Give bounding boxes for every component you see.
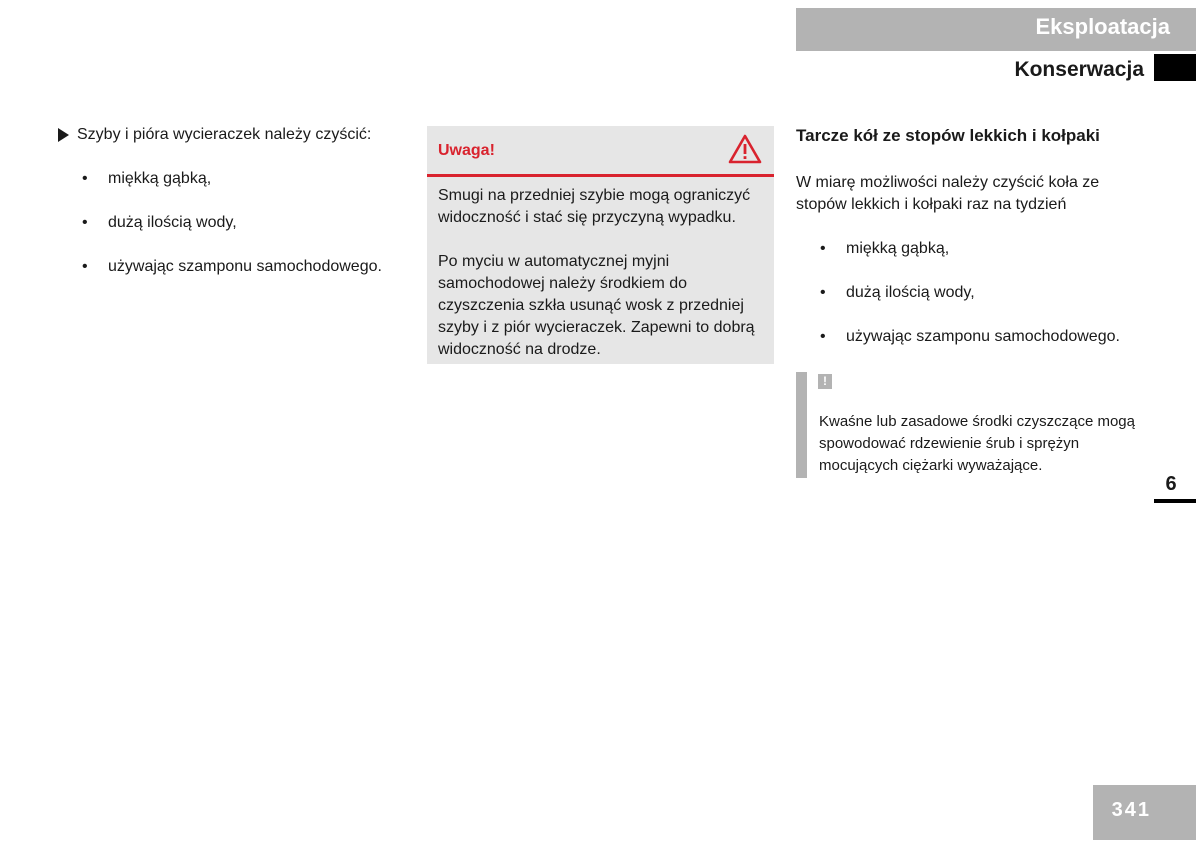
right-column bbox=[796, 124, 1146, 370]
chapter-number: 6 bbox=[1165, 473, 1177, 495]
subsection-marker bbox=[1154, 54, 1196, 81]
intro-paragraph: W miarę możliwości należy czyścić koła ze stopów lekkich i kołpaki raz na tydzień bbox=[796, 174, 1100, 213]
list-item: • używając szamponu samochodowego. bbox=[82, 256, 398, 278]
section-header-bar bbox=[796, 8, 1196, 51]
page-number-box bbox=[1093, 785, 1196, 840]
warning-paragraph: Smugi na przedniej szybie mogą ograniczyć widoczność i stać się przyczyną wypadku. bbox=[438, 187, 751, 226]
exclamation-icon: ! bbox=[818, 374, 832, 389]
list-item: • używając szamponu samochodowego. bbox=[820, 326, 1146, 348]
note-sidebar bbox=[796, 372, 807, 478]
list-item: • dużą ilością wody, bbox=[82, 212, 398, 234]
chapter-marker bbox=[1154, 499, 1196, 503]
list-item: • dużą ilością wody, bbox=[820, 282, 1146, 304]
step-text: Szyby i pióra wycieraczek należy czyścić: bbox=[77, 126, 372, 143]
list-item: • miękką gąbką, bbox=[820, 238, 1146, 260]
section-heading: Tarcze kół ze stopów lekkich i kołpaki bbox=[796, 126, 1100, 145]
note-text: Kwaśne lub zasadowe środki czyszczące mogą spowodować rdzewienie śrub i sprężyn mocujących ciężarki wyważające. bbox=[819, 413, 1135, 474]
cleaning-methods-list bbox=[82, 168, 398, 278]
step-arrow-icon bbox=[58, 128, 69, 142]
warning-triangle-icon bbox=[728, 134, 762, 164]
list-item: • miękką gąbką, bbox=[82, 168, 398, 190]
instruction-step bbox=[58, 124, 398, 146]
section-title: Eksploatacja bbox=[1035, 14, 1170, 39]
warning-body bbox=[438, 185, 764, 383]
warning-label: Uwaga! bbox=[438, 142, 495, 159]
warning-divider bbox=[427, 174, 774, 177]
warning-paragraph: Po myciu w automatycznej myjni samochodowej należy środkiem do czyszczenia szkła usunąć wosk z przedniej szyby i z piór wycieraczek. Zapewni to dobrą widoczność na drodze. bbox=[438, 253, 755, 358]
subsection-title: Konserwacja bbox=[1014, 58, 1144, 81]
warning-header bbox=[427, 126, 774, 174]
warning-box bbox=[427, 126, 774, 364]
page-number: 341 bbox=[1111, 799, 1151, 821]
left-column bbox=[58, 124, 398, 300]
wheel-cleaning-list bbox=[820, 238, 1146, 348]
note-box bbox=[796, 372, 1146, 478]
